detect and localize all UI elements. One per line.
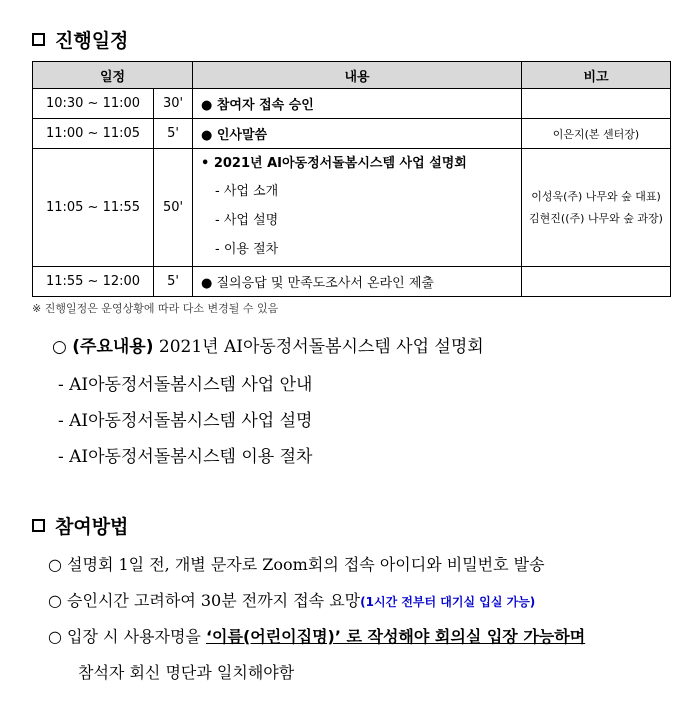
table-row [33,119,671,149]
row-note: 이은지(본 센터장) [522,119,671,149]
row-time: 11:05 ~ 11:55 [33,149,154,267]
row-content: ● 참여자 접속 승인 [193,89,522,119]
main-item: - AI아동정서돌봄시스템 사업 설명 [58,411,313,431]
row-sub-item: - 사업 소개 [215,184,279,199]
header-schedule: 일정 [33,62,193,89]
schedule-table [32,61,671,297]
main-item: - AI아동정서돌봄시스템 이용 절차 [58,447,313,467]
table-footnote: ※ 진행일정은 운영상황에 따라 다소 변경될 수 있음 [32,302,279,315]
row-content: ● 인사말씀 [193,119,522,149]
method-item-continued: 참석자 회신 명단과 일치해야함 [78,663,295,682]
row-content [193,149,522,267]
method-item: ○ 승인시간 고려하여 30분 전까지 접속 요망(1시간 전부터 대기실 입실 가능) [48,591,536,610]
row-note [522,89,671,119]
section-title-participation: 참여방법 [32,512,128,539]
main-item: - AI아동정서돌봄시스템 사업 안내 [58,375,313,395]
header-note: 비고 [522,62,671,89]
checkbox-square-icon [32,519,45,532]
table-row [33,267,671,297]
row-note [522,267,671,297]
method-item: ○ 입장 시 사용자명을 ‘이름(어린이집명)’ 로 작성해야 회의실 입장 가능하며 [48,627,586,646]
method-item: ○ 설명회 1일 전, 개별 문자로 Zoom회의 접속 아이디와 비밀번호 발송 [48,555,545,574]
checkbox-square-icon [32,33,45,46]
row-duration: 50' [154,149,193,267]
row-sub-item: - 사업 설명 [215,213,279,228]
row-note: 이성욱(주) 나무와 숲 대표) 김현진((주) 나무와 숲 과장) [522,149,671,267]
table-header-row [33,62,671,89]
row-sub-item: - 이용 절차 [215,242,279,257]
header-content: 내용 [193,62,522,89]
row-content: ● 질의응답 및 만족도조사서 온라인 제출 [193,267,522,297]
section-title-schedule: 진행일정 [32,26,128,53]
row-duration: 5' [154,267,193,297]
row-content-title: • 2021년 AI아동정서돌봄시스템 사업 설명회 [201,156,467,171]
table-row [33,89,671,119]
main-heading: ○ (주요내용) 2021년 AI아동정서돌봄시스템 사업 설명회 [52,337,484,357]
table-row [33,149,671,267]
row-duration: 30' [154,89,193,119]
row-time: 11:00 ~ 11:05 [33,119,154,149]
row-time: 11:55 ~ 12:00 [33,267,154,297]
row-time: 10:30 ~ 11:00 [33,89,154,119]
row-duration: 5' [154,119,193,149]
